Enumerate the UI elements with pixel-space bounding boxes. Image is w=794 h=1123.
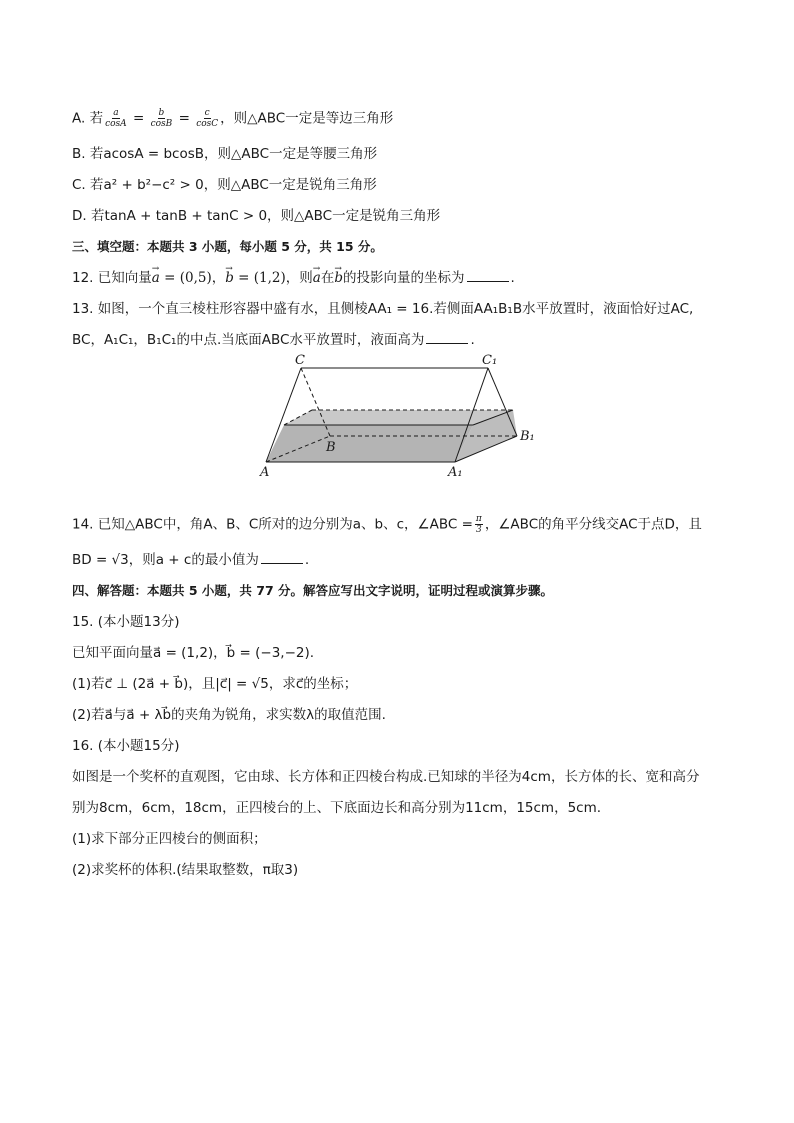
question-12: 12. 已知向量→ a = (0,5)，→ b = (1,2)，则→ a在→ b的投影向量的坐标为 . — [72, 268, 515, 288]
prism-figure — [258, 352, 548, 480]
option-c: C. 若a² + b²−c² > 0，则△ABC一定是锐角三角形 — [72, 177, 377, 193]
label-c1: C₁ — [482, 353, 498, 368]
question-16-header: 16. (本小题15分) — [72, 738, 180, 754]
question-14-line-1: 14. 已知△ABC中，角A、B、C所对的边分别为a、b、c，∠ABC = $\frac{\pi}{3}$ ，∠ABC的角平分线交AC于点D，且 — [72, 514, 702, 535]
label-b: B — [326, 440, 336, 455]
question-14-line-2: BD = √3，则a + c的最小值为 . — [72, 552, 310, 568]
option-b: B. 若acosA = bcosB，则△ABC一定是等腰三角形 — [72, 146, 378, 162]
water-front-face — [266, 425, 473, 462]
section-3-heading: 三、填空题：本题共 3 小题，每小题 5 分，共 15 分。 — [72, 239, 383, 254]
question-16-part-1: (1)求下部分正四棱台的侧面积； — [72, 831, 267, 847]
question-16-line-1: 如图是一个奖杯的直观图，它由球、长方体和正四棱台构成.已知球的半径为4cm，长方体的长、宽和高分 — [72, 769, 700, 785]
label-b1: B₁ — [520, 429, 535, 444]
question-15-part-2: (2)若a⃗与a⃗ + λb⃗的夹角为锐角，求实数λ的取值范围. — [72, 707, 386, 723]
answer-blank — [426, 331, 468, 344]
question-13-line-2: BC，A₁C₁，B₁C₁的中点.当底面ABC水平放置时，液面高为 . — [72, 332, 475, 348]
question-15-header: 15. (本小题13分) — [72, 614, 180, 630]
question-16-part-2: (2)求奖杯的体积.(结果取整数，π取3) — [72, 862, 299, 878]
answer-blank — [261, 551, 303, 564]
answer-blank — [467, 269, 509, 282]
label-a: A — [260, 465, 270, 480]
fraction-pi-over-3: $\frac{\pi}{3}$ — [475, 514, 482, 535]
section-4-heading: 四、解答题：本题共 5 小题，共 77 分。解答应写出文字说明，证明过程或演算步骤。 — [72, 583, 554, 598]
label-c: C — [295, 353, 305, 368]
fraction-b-over-cosb: $\frac{b}{\cos B}$ — [150, 108, 173, 129]
question-15-part-1: (1)若c⃗ ⊥ (2a⃗ + b⃗)，且|c⃗| = √5，求c⃗的坐标； — [72, 676, 358, 692]
option-a: A. 若 $\frac{a}{\cos A}$ = $\frac{b}{\cos B}$ = $\frac{c}{\cos C}$ ，则△ABC一定是等边三角形 — [72, 108, 394, 129]
question-16-line-2: 别为8cm，6cm，18cm，正四棱台的上、下底面边长和高分别为11cm，15cm，5cm. — [72, 800, 602, 816]
question-13-line-1: 13. 如图，一个直三棱柱形容器中盛有水，且侧棱AA₁ = 16.若侧面AA₁B₁B水平放置时，液面恰好过AC, — [72, 301, 694, 317]
option-d: D. 若tanA + tanB + tanC > 0，则△ABC一定是锐角三角形 — [72, 208, 441, 224]
label-a1: A₁ — [448, 465, 463, 480]
question-15-given: 已知平面向量a⃗ = (1,2)，b⃗ = (−3,−2). — [72, 645, 315, 661]
fraction-c-over-cosc: $\frac{c}{\cos C}$ — [196, 108, 219, 129]
fraction-a-over-cosa: $\frac{a}{\cos A}$ — [105, 108, 127, 129]
